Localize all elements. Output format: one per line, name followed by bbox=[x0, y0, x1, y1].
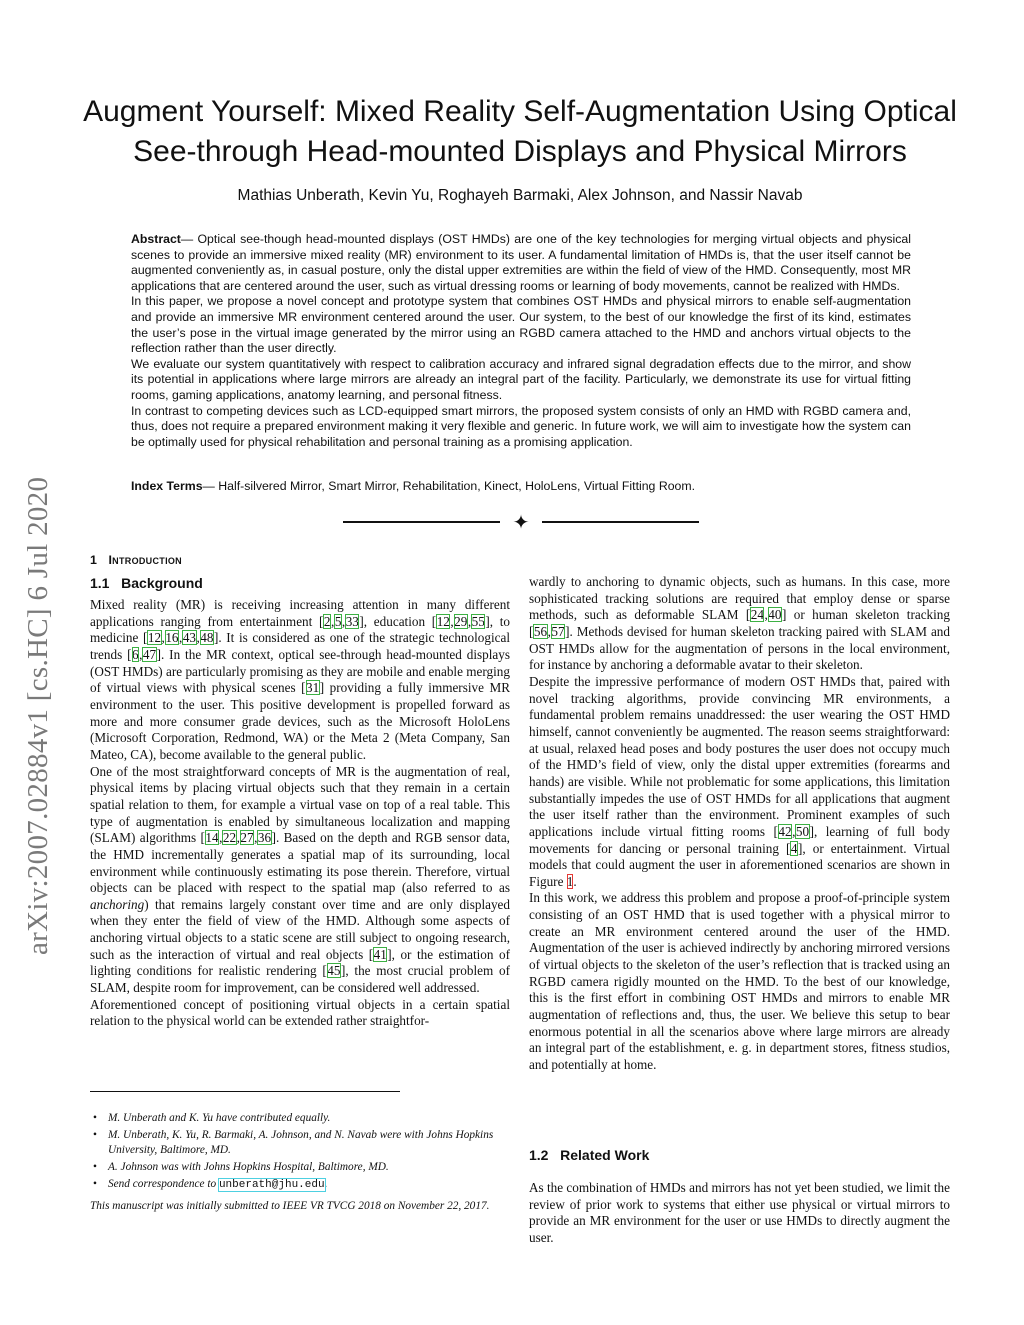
footnotes bbox=[90, 1111, 510, 1195]
citation-link[interactable]: 45 bbox=[327, 963, 341, 979]
citation-link[interactable]: 5 bbox=[334, 613, 342, 629]
citation-link[interactable]: 43 bbox=[182, 630, 196, 646]
title-line-1: Augment Yourself: Mixed Reality Self-Augmentation Using Optical bbox=[83, 95, 957, 128]
citation-link[interactable]: 4 bbox=[790, 840, 798, 856]
citation-link[interactable]: 48 bbox=[200, 630, 214, 646]
left-column bbox=[90, 597, 510, 1030]
footnote-item: • M. Unberath, K. Yu, R. Barmaki, A. Johnson, and N. Navab were with Johns Hopkins University, Baltimore, MD. bbox=[90, 1128, 510, 1158]
paper-title bbox=[80, 92, 960, 172]
citation-link[interactable]: 36 bbox=[257, 830, 272, 846]
citation-link[interactable]: 47 bbox=[142, 646, 157, 662]
arxiv-identifier: arXiv:2007.02884v1 [cs.HC] 6 Jul 2020 bbox=[22, 476, 54, 955]
abstract-paragraph-1: — Optical see-though head-mounted displays (OST HMDs) are one of the key technologies for merging virtual objects and physical scenes to provide an immersive mixed reality (MR) environment to its user. A fundamental limitation of HMDs is, that the user itself cannot be augmented conveniently as, in casual posture, only the distal upper extremities are within the field of view of the HMD. Consequently, most MR applications that are centered around the user, such as virtual dressing rooms or learning of body movements, cannot be realized with HMDs. bbox=[131, 232, 911, 293]
right-paragraph-3: In this work, we address this problem and propose a proof-of-principle system consisting of an OST HMD that is used together with a physical mirror to create an MR environment centered around the user of the HMD. Augmentation of the user is achieved indirectly by anchoring mirrored versions of virtual objects to the skeleton of the user’s reflection that is tracked using an RGBD camera rigidly mounted on the HMD. To the best of our knowledge, this is the first effort in combining OST HMDs and mirrors to enable MR augmentation of reflections and, thus, the user. We believe this setup to bear enormous potential in all the scenarios above where large mirrors are already an integral part of the establishment, e. g. in department stores, fitness studios, and potentially at home. bbox=[529, 890, 950, 1073]
citation-link[interactable]: 6 bbox=[132, 646, 139, 662]
abstract-paragraph-3: We evaluate our system quantitatively with respect to calibration accuracy and infrared signal degradation effects due to the mirror, and show its potential in applications where large mirrors are already an integral part of the facility. Particularly, we demonstrate its use for virtual fitting rooms, gaming applications, anatomy learning, and personal fitness. bbox=[131, 356, 911, 402]
citation-link[interactable]: 42 bbox=[778, 823, 792, 839]
citation-link[interactable]: 55 bbox=[471, 613, 485, 629]
citation-link[interactable]: 14 bbox=[205, 830, 219, 846]
citation-link[interactable]: 29 bbox=[454, 613, 468, 629]
manuscript-note: This manuscript was initially submitted to IEEE VR TVCG 2018 on November 22, 2017. bbox=[90, 1200, 490, 1212]
citation-link[interactable]: 12 bbox=[436, 613, 450, 629]
abstract-paragraph-4: In contrast to competing devices such as LCD-equipped smart mirrors, the proposed system consists of only an HMD with RGBD camera and, thus, does not require a prepared environment making it very flexible and generic. In future work, we will aim to investigate how the system can be optimally used for physical rehabilitation and personal training as a promising application. bbox=[131, 403, 911, 449]
right-paragraph-1: wardly to anchoring to dynamic objects, such as humans. In this case, more sophisticated tracking solutions are required that employ dense or sparse methods, such as deformable SLAM [24,40] or human skeleton tracking [56,57]. Methods devised for human skeleton tracking paired with SLAM and OST HMDs allow for the augmentation of persons in the local environment, for instance by anchoring a deformable avatar to their skeleton. bbox=[529, 574, 950, 673]
separator-line-left bbox=[343, 521, 500, 523]
citation-link[interactable]: 22 bbox=[222, 830, 237, 846]
separator-line-right bbox=[542, 521, 699, 523]
footnote-item: • A. Johnson was with Johns Hopkins Hospital, Baltimore, MD. bbox=[90, 1160, 510, 1175]
left-paragraph-1: Mixed reality (MR) is receiving increasing attention in many different applications ranging from entertainment [2,5,33], education [12,29,55], to medicine [12,16,43,48]. It is considered as one of the strategic technological trends [6,47]. In the MR context, optical see-through head-mounted displays (OST HMDs) are particularly promising as they are mobile and enable merging of virtual views with physical scenes [31] providing a fully immersive MR environment to the user. This positive development is propelled forward as more and more consumer grade devices, such as the Microsoft HoloLens (Microsoft Corporation, Redmond, WA) or the Meta 2 (Meta Company, San Mateo, CA), become available to the general public. bbox=[90, 597, 511, 762]
figure-link[interactable]: 1 bbox=[566, 873, 574, 889]
separator-star-icon: ✦ bbox=[512, 512, 530, 534]
right-column bbox=[529, 574, 950, 1074]
right-paragraph-2: Despite the impressive performance of modern OST HMDs that, paired with novel tracking algorithms, provide convincing MR environments, a fundamental problem remains unaddressed: the user wearing the OST HMD himself, cannot conveniently be augmented. The reason seems straightforward: at usual, relaxed head poses and body postures the user does not occupy much of the HMD’s field of view, only the distal upper extremities (forearms and hands) are visible. While not problematic for some applications, this limitation substantially impedes the use of OST HMDs for all applications that augment the user itself rather than the environment. Prominent examples of such applications include virtual fitting rooms [42,50], learning of full body movements for dancing or personal training [4], or entertainment. Virtual models that could augment the user in aforementioned scenarios are shown in Figure 1. bbox=[529, 673, 950, 889]
index-terms-label: Index Terms bbox=[131, 479, 203, 493]
citation-link[interactable]: 50 bbox=[795, 823, 810, 839]
citation-link[interactable]: 2 bbox=[323, 613, 331, 629]
citation-link[interactable]: 31 bbox=[306, 680, 320, 696]
index-terms bbox=[131, 479, 911, 493]
title-line-2: See-through Head-mounted Displays and Physical Mirrors bbox=[133, 135, 907, 168]
abstract-label: Abstract bbox=[131, 232, 181, 246]
citation-link[interactable]: 57 bbox=[551, 623, 565, 639]
left-paragraph-2: One of the most straightforward concepts of MR is the augmentation of real, physical items by placing virtual objects such that they remain in a certain spatial relation to them, for example a virtual vase on top of a real table. This type of augmentation is enabled by simultaneous localization and mapping (SLAM) algorithms [14,22,27,36]. Based on the depth and RGB sensor data, the HMD incrementally generates a spatial map of its surrounding, local environment while continuously estimating its pose therein. Therefore, virtual objects can be placed with respect to the spatial map (also referred to as anchoring) that remains largely constant over time and are only displayed when they enter the field of view of the HMD. Although some aspects of anchoring virtual objects to a static scene are still subject to ongoing research, such as the interaction of virtual and real objects [41], or the estimation of lighting conditions for realistic rendering [45], the most crucial problem of SLAM, despite room for improvement, can be considered well addressed. bbox=[90, 763, 510, 996]
section-separator bbox=[343, 512, 699, 534]
footnote-rule bbox=[90, 1091, 400, 1092]
abstract bbox=[131, 232, 911, 450]
citation-link[interactable]: 33 bbox=[345, 613, 359, 629]
citation-link[interactable]: 16 bbox=[165, 630, 179, 646]
related-work-paragraph: As the combination of HMDs and mirrors has not yet been studied, we limit the review of prior work to systems that either use physical or virtual mirrors to provide an MR environment for the user or use HMDs to directly augment the user. bbox=[529, 1180, 950, 1245]
index-terms-text: — Half-silvered Mirror, Smart Mirror, Rehabilitation, Kinect, HoloLens, Virtual Fitting Room. bbox=[202, 479, 696, 493]
footnote-item: • Send correspondence to unberath@jhu.edu. bbox=[90, 1177, 510, 1193]
citation-link[interactable]: 56 bbox=[533, 623, 548, 639]
citation-link[interactable]: 41 bbox=[373, 946, 387, 962]
citation-link[interactable]: 12 bbox=[147, 630, 162, 646]
abstract-paragraph-2: In this paper, we propose a novel concept and prototype system that combines OST HMDs and physical mirrors to enable self-augmentation and provide an immersive MR environment centered around the user. Our system, to the best of our knowledge the first of its kind, estimates the user’s pose in the virtual image generated by the mirror using an RGBD camera attached to the HMD and anchors virtual objects to the reflection rather than the user directly. bbox=[131, 294, 911, 356]
email-link[interactable]: unberath@jhu.edu bbox=[218, 1179, 325, 1191]
footnote-item: • M. Unberath and K. Yu have contributed equally. bbox=[90, 1111, 510, 1126]
citation-link[interactable]: 27 bbox=[240, 830, 254, 846]
section-heading-introduction: 1 Introduction bbox=[90, 553, 182, 567]
citation-link[interactable]: 40 bbox=[768, 607, 782, 623]
citation-link[interactable]: 24 bbox=[750, 607, 764, 623]
left-paragraph-3: Aforementioned concept of positioning virtual objects in a certain spatial relation to the physical world can be extended rather straightfor- bbox=[90, 996, 510, 1029]
subsection-heading-background: 1.1 Background bbox=[90, 575, 203, 591]
author-list: Mathias Unberath, Kevin Yu, Roghayeh Barmaki, Alex Johnson, and Nassir Navab bbox=[237, 187, 803, 204]
subsection-heading-related-work: 1.2 Related Work bbox=[529, 1147, 650, 1163]
